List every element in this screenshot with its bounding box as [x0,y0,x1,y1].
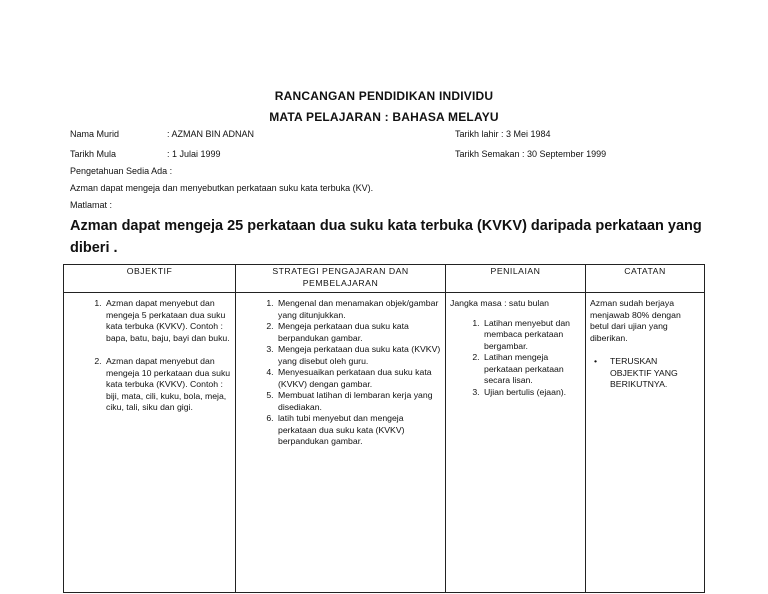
list-item: 4. Menyesuaikan perkataan dua suku kata (KVKV) dengan gambar. [276,367,441,390]
list-item: 2. Latihan mengeja perkataan perkataan secara lisan. [482,352,581,387]
start-date-value: : 1 Julai 1999 [167,149,221,159]
list-item: 3. Mengeja perkataan dua suku kata (KVKV) yang disebut oleh guru. [276,344,441,367]
penilaian-list [450,318,581,399]
strategi-cell [236,293,446,593]
start-date-label: Tarikh Mula [70,149,117,159]
list-item: 2. Mengeja perkataan dua suku kata berpandukan gambar. [276,321,441,344]
student-name-value: : AZMAN BIN ADNAN [167,129,255,139]
list-item: 1. Latihan menyebut dan membaca perkataan bergambar. [482,318,581,353]
list-item: • TERUSKAN OBJEKTIF YANG BERIKUTNYA. [610,356,700,391]
catatan-cell [586,293,705,593]
header-strategi: STRATEGI PENGAJARAN DAN PEMBELAJARAN [236,265,446,293]
list-item: 2. Azman dapat menyebut dan mengeja 10 perkataan dua suku kata terbuka (KVKV). Contoh : biji, mata, cili, kuku, bola, meja, ciku, tali, siku dan gigi. [104,356,231,414]
header-catatan: CATATAN [586,265,705,293]
list-item: 1. Mengenal dan menamakan objek/gambar yang ditunjukkan. [276,298,441,321]
header-objektif: OBJEKTIF [64,265,236,293]
goal-label: Matlamat : [70,200,113,210]
plan-table [63,264,705,593]
review-date: Tarikh Semakan : 30 September 1999 [455,149,607,159]
table-header-row [64,265,705,293]
catatan-list [590,356,700,391]
penilaian-cell [446,293,586,593]
catatan-text: Azman sudah berjaya menjawab 80% dengan betul dari ujian yang diberikan. [590,298,681,343]
assessment-duration: Jangka masa : satu bulan [450,298,550,308]
list-item: 1. Azman dapat menyebut dan mengeja 5 perkataan dua suku kata terbuka (KVKV). Contoh : bapa, batu, baju, bayi dan buku. [104,298,231,344]
list-item: 3. Ujian bertulis (ejaan). [482,387,581,399]
list-item: 6. latih tubi menyebut dan mengeja perkataan dua suku kata (KVKV) berpandukan gambar. [276,413,441,448]
objektif-cell [64,293,236,593]
subject-title: MATA PELAJARAN : BAHASA MELAYU [269,110,499,124]
document-title: RANCANGAN PENDIDIKAN INDIVIDU [274,89,494,103]
header-penilaian: PENILAIAN [446,265,586,293]
goal-text: Azman dapat mengeja 25 perkataan dua suku kata terbuka (KVKV) daripada perkataan yang diberi . [70,218,702,256]
strategi-list [240,298,441,448]
objektif-list [68,298,231,414]
table-row [64,293,705,593]
prior-knowledge-label: Pengetahuan Sedia Ada : [70,166,173,176]
prior-knowledge-text: Azman dapat mengeja dan menyebutkan perkataan suku kata terbuka (KV). [70,183,374,193]
list-item: 5. Membuat latihan di lembaran kerja yang disediakan. [276,390,441,413]
birth-date: Tarikh lahir : 3 Mei 1984 [455,129,551,139]
student-name-label: Nama Murid [70,129,120,139]
